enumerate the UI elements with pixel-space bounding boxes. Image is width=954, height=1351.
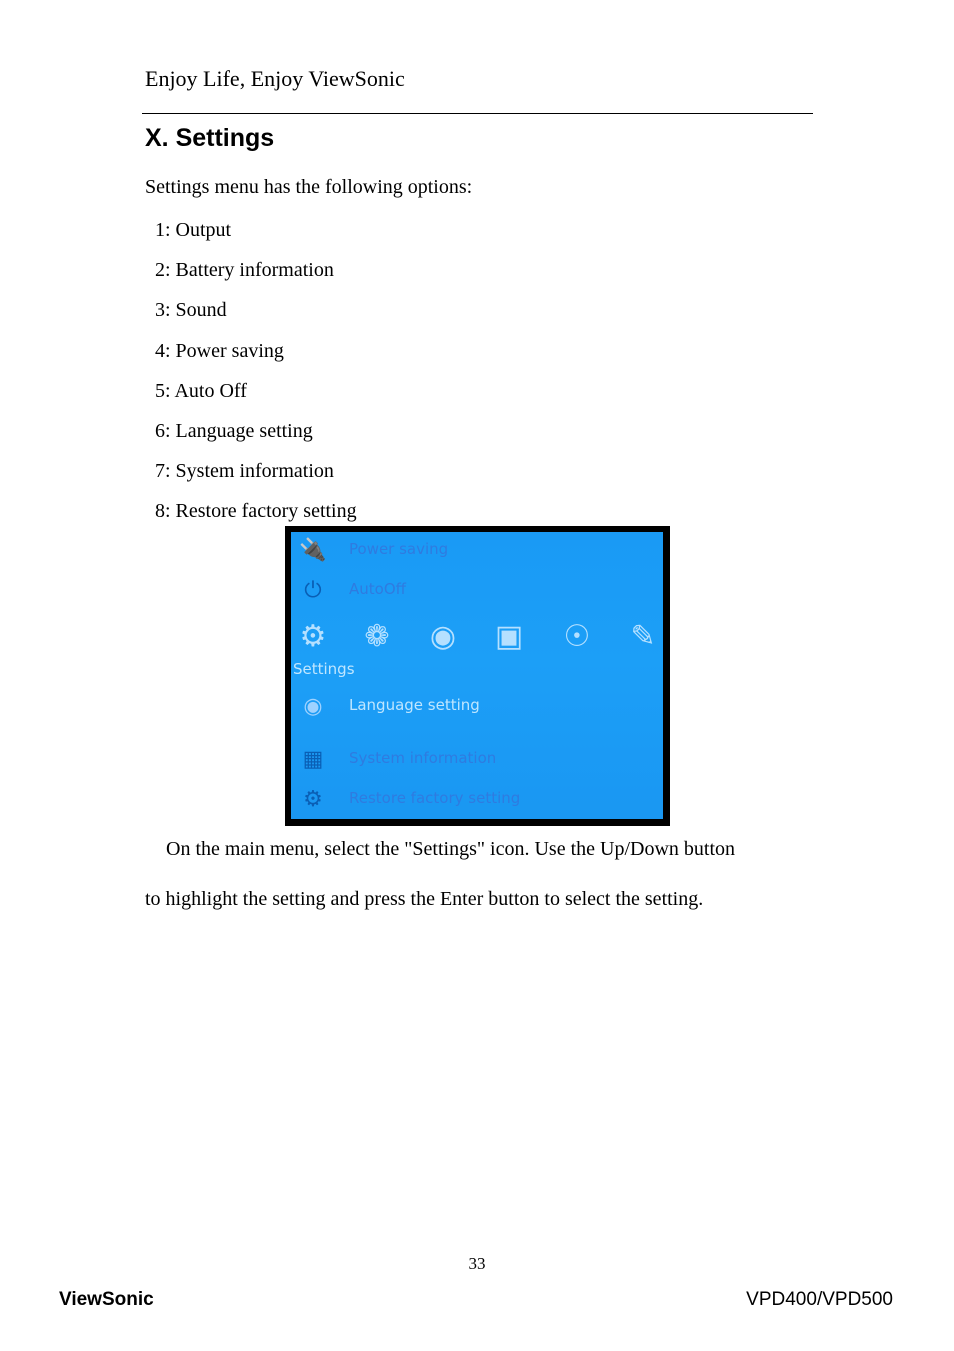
menu-item-label: System information bbox=[349, 749, 497, 767]
settings-caption: Settings bbox=[293, 660, 355, 678]
footer-brand: ViewSonic bbox=[59, 1289, 154, 1310]
menu-item-label: Language setting bbox=[349, 696, 480, 714]
option-item: 7: System information bbox=[155, 460, 334, 483]
settings-options-list bbox=[155, 216, 357, 538]
menu-item-auto-off[interactable] bbox=[291, 572, 663, 608]
option-item: 3: Sound bbox=[155, 299, 227, 322]
section-title: X. Settings bbox=[145, 124, 275, 152]
notepad-icon[interactable]: ✎ bbox=[630, 618, 656, 654]
intro-text: Settings menu has the following options: bbox=[145, 176, 473, 198]
settings-gear-icon[interactable]: ⚙ bbox=[299, 618, 327, 654]
restore-settings-icon: ⚙ bbox=[303, 786, 323, 812]
power-saving-icon: 🔌 bbox=[299, 537, 327, 563]
settings-menu-screen bbox=[291, 532, 663, 819]
option-item: 6: Language setting bbox=[155, 419, 313, 442]
instruction-line-1: On the main menu, select the "Settings" icon. Use the Up/Down button bbox=[166, 838, 736, 860]
option-item: 1: Output bbox=[155, 219, 232, 241]
system-info-icon: ▦ bbox=[302, 746, 324, 772]
menu-item-label: Power saving bbox=[349, 540, 449, 558]
menu-item-power-saving[interactable] bbox=[291, 532, 663, 568]
option-item: 8: Restore factory setting bbox=[155, 500, 357, 523]
video-reel-icon[interactable]: ❁ bbox=[364, 618, 390, 654]
menu-item-label: AutoOff bbox=[349, 580, 406, 598]
option-item: 4: Power saving bbox=[155, 339, 284, 362]
power-icon: ⏻ bbox=[304, 577, 322, 603]
menu-item-label: Restore factory setting bbox=[349, 789, 521, 807]
menu-item-system-information[interactable] bbox=[291, 741, 663, 777]
microphone-icon[interactable]: ☉ bbox=[563, 618, 591, 654]
globe-icon: ◉ bbox=[303, 693, 323, 719]
page-number: 33 bbox=[468, 1254, 486, 1273]
device-screenshot bbox=[285, 526, 670, 826]
main-menu-icons bbox=[291, 614, 663, 660]
page-header: Enjoy Life, Enjoy ViewSonic bbox=[145, 66, 405, 91]
menu-item-language-setting[interactable] bbox=[291, 688, 663, 724]
option-item: 2: Battery information bbox=[155, 259, 334, 282]
camera-icon[interactable]: ▣ bbox=[494, 618, 524, 654]
footer-model: VPD400/VPD500 bbox=[746, 1289, 893, 1310]
option-item: 5: Auto Off bbox=[155, 379, 247, 402]
header-divider bbox=[142, 113, 813, 114]
instruction-line-2: to highlight the setting and press the Enter button to select the setting. bbox=[145, 888, 704, 910]
music-disc-icon[interactable]: ◉ bbox=[429, 618, 457, 654]
menu-item-restore-factory-setting[interactable] bbox=[291, 781, 663, 817]
